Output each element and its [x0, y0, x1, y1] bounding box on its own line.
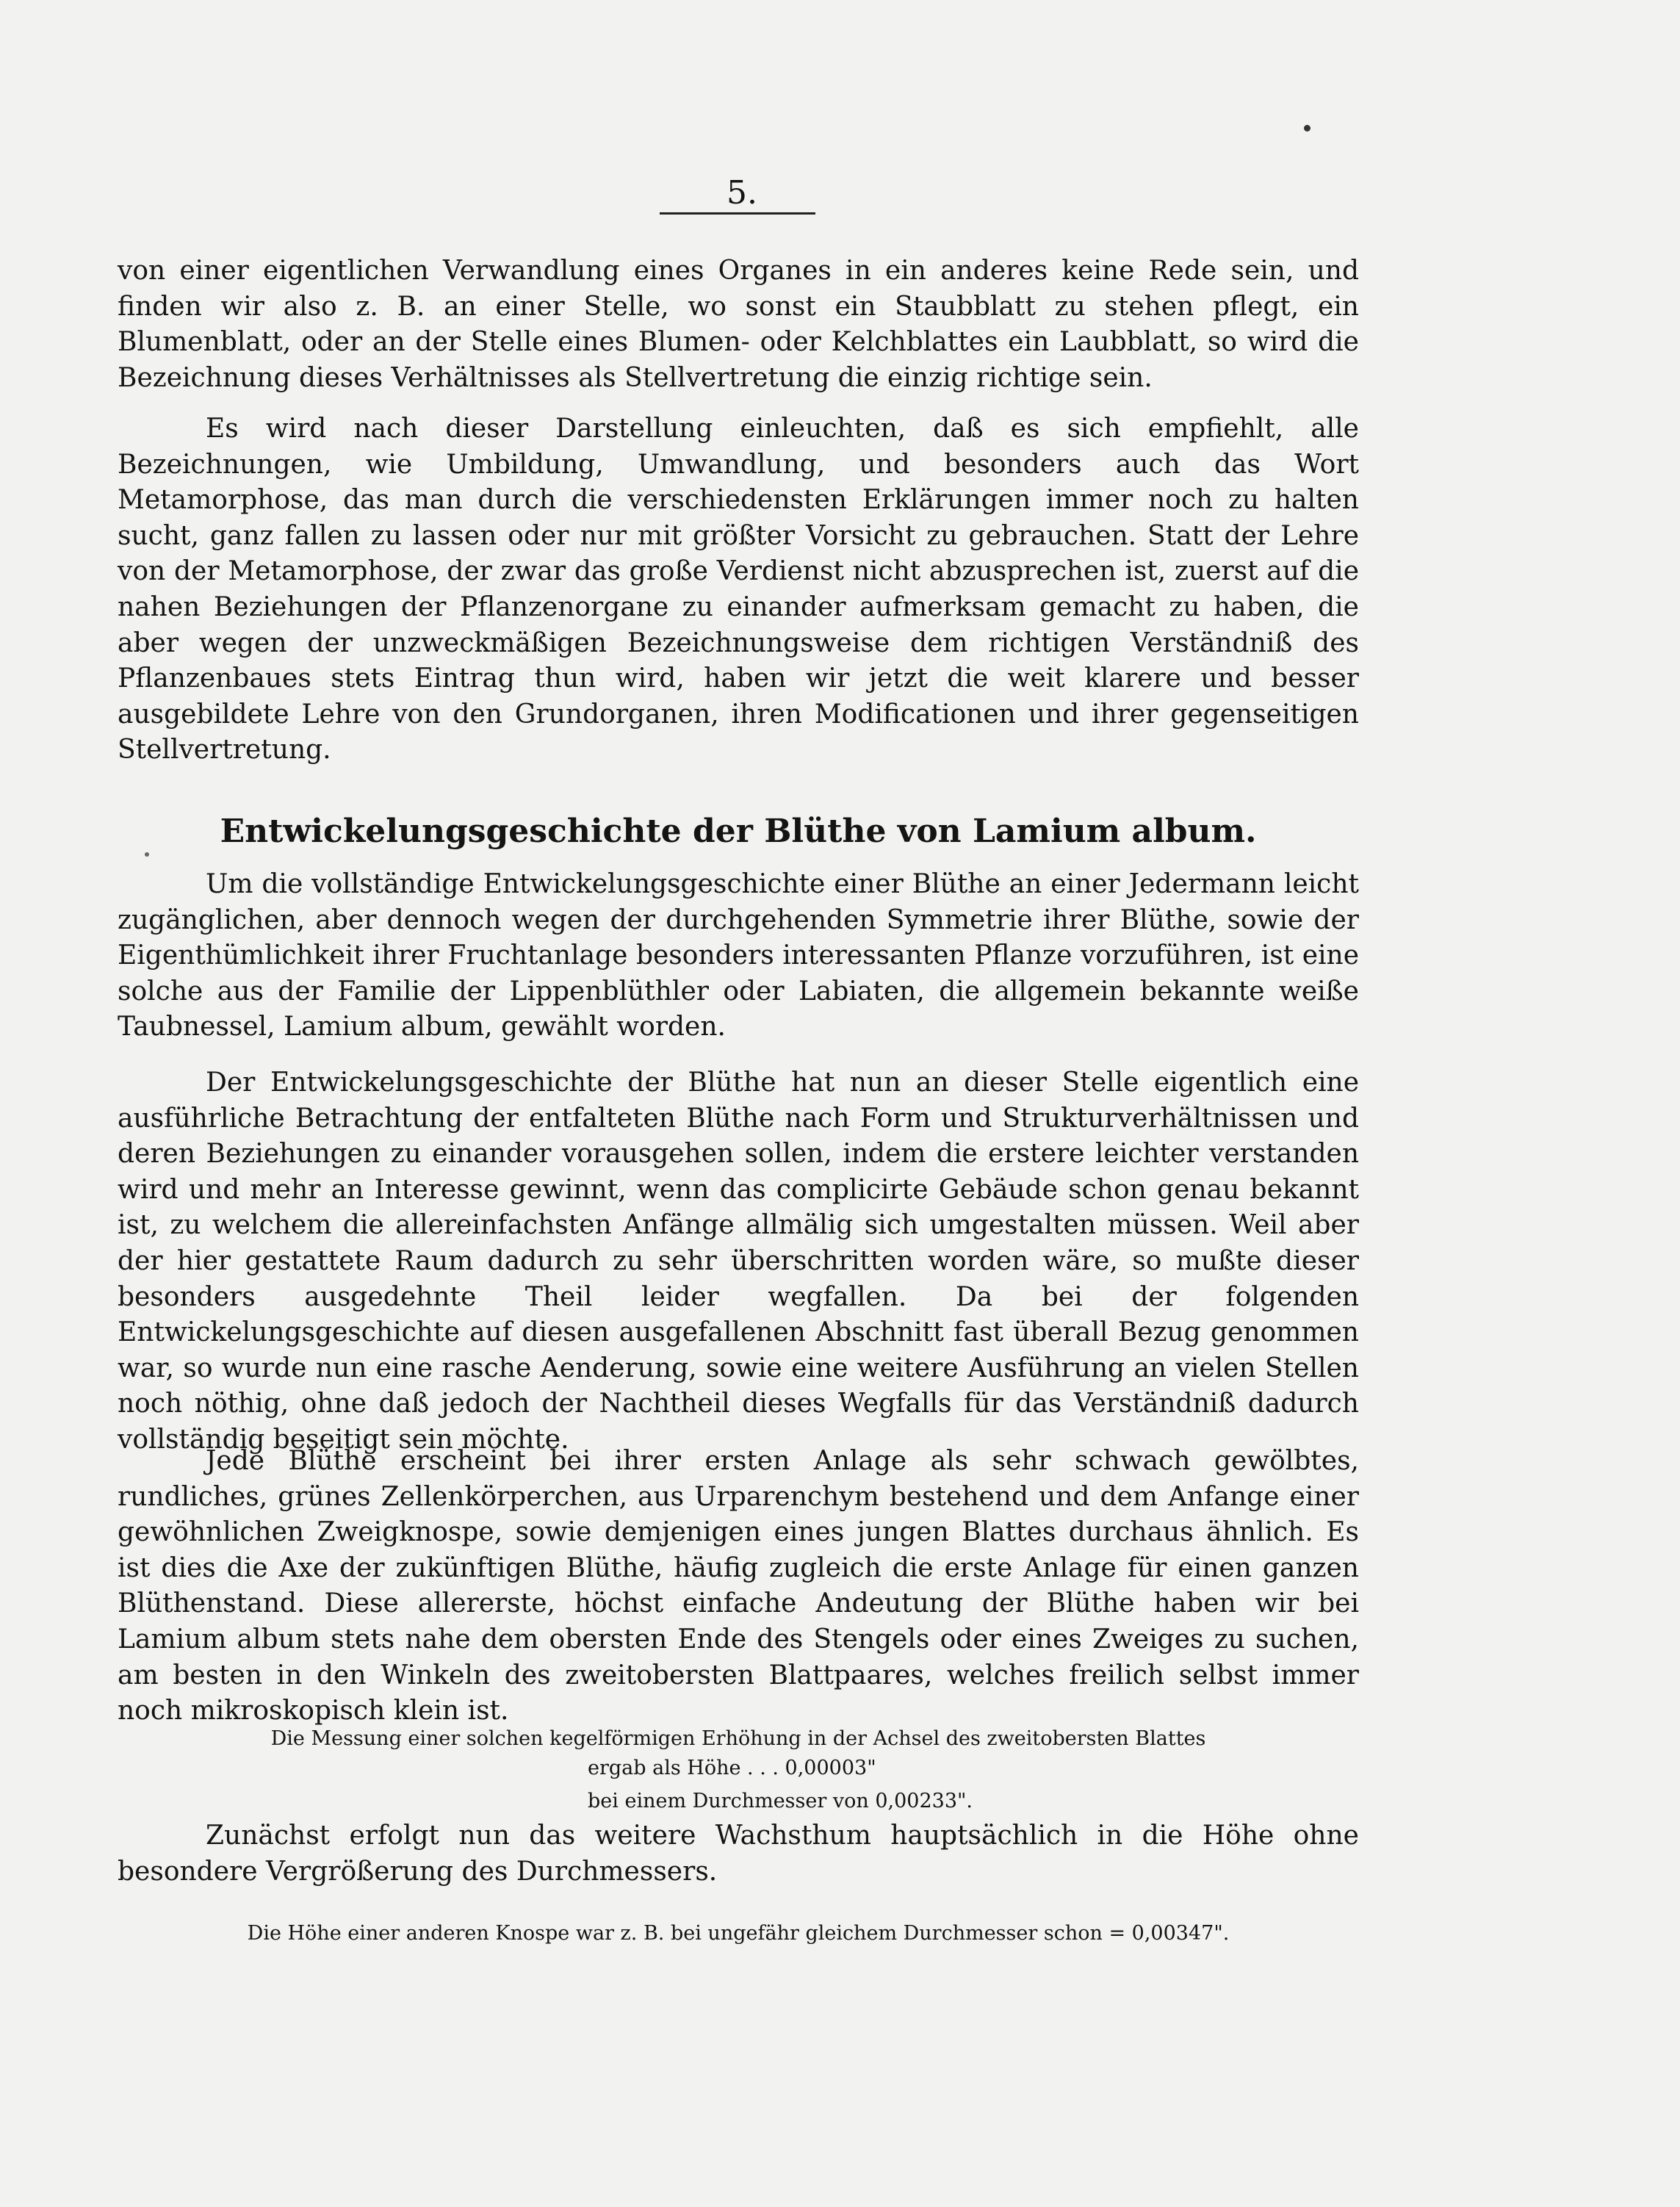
ink-speck	[1304, 125, 1311, 132]
measurement-note-line-1: Die Messung einer solchen kegelförmigen Erhöhung in der Achsel des zweitobersten Blattes	[270, 1727, 1206, 1750]
paragraph-6-block	[118, 1818, 1359, 1890]
page-number-rule	[660, 212, 815, 215]
paragraph-1: von einer eigentlichen Verwandlung eines Organes in ein anderes keine Rede sein, und finden wir also z. B. an einer Stelle, wo sonst ein Staubblatt zu stehen pflegt, ein Blumenblatt, oder an der Stelle eines Blumen- oder Kelchblattes ein Laubblatt, so wird die Bezeichnung dieses Verhältnisses als Stellvertretung die einzig richtige sein.	[118, 256, 1359, 393]
paragraph-6: Zunächst erfolgt nun das weitere Wachsthum hauptsächlich in die Höhe ohne besondere Vergrößerung des Durchmessers.	[118, 1821, 1359, 1887]
measurement-note-line-2: ergab als Höhe . . . 0,00003"	[588, 1757, 876, 1779]
section-heading: Entwickelungsgeschichte der Blüthe von Lamium album.	[220, 813, 1257, 850]
measurement-note-line-3: bei einem Durchmesser von 0,00233".	[588, 1790, 973, 1812]
page-number: 5.	[727, 174, 757, 212]
paragraph-3: Um die vollständige Entwickelungsgeschichte einer Blüthe an einer Jedermann leicht zugänglichen, aber dennoch wegen der durchgehenden Symmetrie ihrer Blüthe, sowie der Eigenthümlichkeit ihrer Fruchtanlage besonders interessanten Pflanze vorzuführen, ist eine solche aus der Familie der Lippenblüthler oder Labiaten, die allgemein bekannte weiße Taubnessel, Lamium album, gewählt worden.	[118, 869, 1359, 1043]
paragraph-5-block	[118, 1444, 1359, 1729]
paragraph-1-block	[118, 253, 1359, 396]
paragraph-4-block	[118, 1065, 1359, 1458]
paragraph-2: Es wird nach dieser Darstellung einleuchten, daß es sich empfiehlt, alle Bezeichnungen, wie Umbildung, Umwandlung, und besonders auch das Wort Metamorphose, das man durch die verschiedensten Erklärungen immer noch zu halten sucht, ganz fallen zu lassen oder nur mit größter Vorsicht zu gebrauchen. Statt der Lehre von der Metamorphose, der zwar das große Verdienst nicht abzusprechen ist, zuerst auf die nahen Beziehungen der Pflanzenorgane zu einander aufmerksam gemacht zu haben, die aber wegen der unzweckmäßigen Bezeichnungsweise dem richtigen Verständniß des Pflanzenbaues stets Eintrag thun wird, haben wir jetzt die weit klarere und besser ausgebildete Lehre von den Grundorganen, ihren Modificationen und ihrer gegenseitigen Stellvertretung.	[118, 414, 1359, 766]
paragraph-5: Jede Blüthe erscheint bei ihrer ersten Anlage als sehr schwach gewölbtes, rundliches, grünes Zellenkörperchen, aus Urparenchym bestehend und dem Anfange einer gewöhnlichen Zweigknospe, sowie demjenigen eines jungen Blattes durchaus ähnlich. Es ist dies die Axe der zukünftigen Blüthe, häufig zugleich die erste Anlage für einen ganzen Blüthenstand. Diese allererste, höchst einfache Andeutung der Blüthe haben wir bei Lamium album stets nahe dem obersten Ende des Stengels oder eines Zweiges zu suchen, am besten in den Winkeln des zweitobersten Blattpaares, welches freilich selbst immer noch mikroskopisch klein ist.	[118, 1446, 1359, 1727]
margin-dot	[145, 852, 149, 857]
paragraph-3-block	[118, 867, 1359, 1045]
paragraph-4: Der Entwickelungsgeschichte der Blüthe hat nun an dieser Stelle eigentlich eine ausführliche Betrachtung der entfalteten Blüthe nach Form und Strukturverhältnissen und deren Beziehungen zu einander vorausgehen sollen, indem die erstere leichter verstanden wird und mehr an Interesse gewinnt, wenn das complicirte Gebäude schon genau bekannt ist, zu welchem die allereinfachsten Anfänge allmälig sich umgestalten müssen. Weil aber der hier gestattete Raum dadurch zu sehr überschritten worden wäre, so mußte dieser besonders ausgedehnte Theil leider wegfallen. Da bei der folgenden Entwickelungsgeschichte auf diesen ausgefallenen Abschnitt fast überall Bezug genommen war, so wurde nun eine rasche Aenderung, sowie eine weitere Ausführung an vielen Stellen noch nöthig, ohne daß jedoch der Nachtheil dieses Wegfalls für das Verständniß dadurch vollständig beseitigt sein möchte.	[118, 1068, 1359, 1455]
paragraph-2-block	[118, 411, 1359, 768]
final-note: Die Höhe einer anderen Knospe war z. B. bei ungefähr gleichem Durchmesser schon = 0,00347".	[247, 1922, 1230, 1945]
